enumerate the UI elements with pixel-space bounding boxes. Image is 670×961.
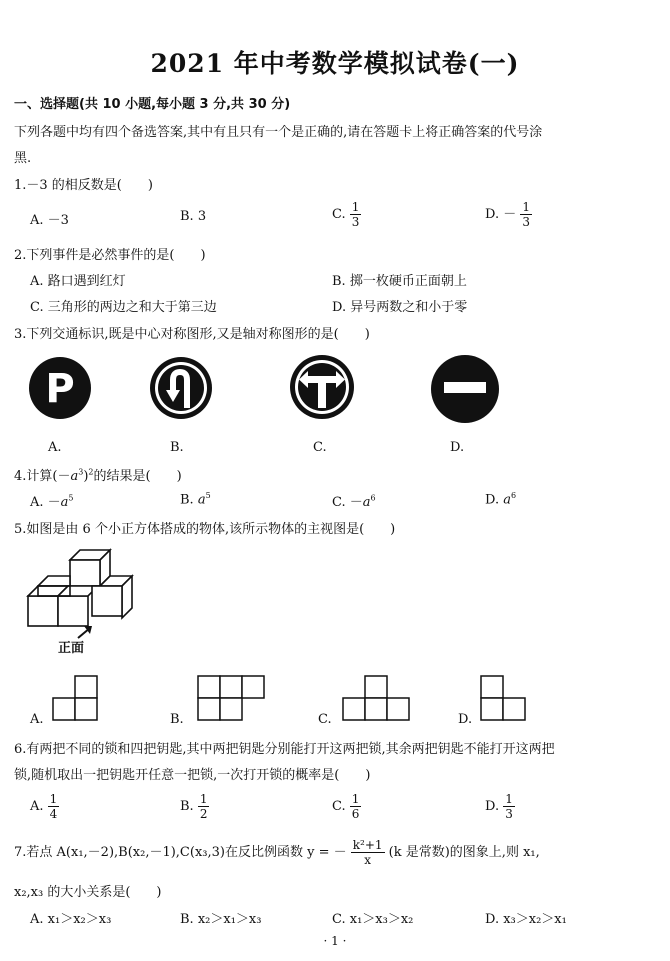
q2-option-d: D. 异号两数之和小于零 [332,300,468,315]
instructions-line-2: 黑. [14,151,32,166]
q4-option-d [485,491,516,507]
q4-option-c [332,491,376,510]
q7-stem-prefix: 7.若点 A(x₁,－2),B(x₂,－1),C(x₃,3)在反比例函数 y = － [14,845,347,860]
q1-option-c [332,200,361,229]
q1-option-c-label: C. [332,207,346,222]
q3-option-a: A. [48,440,62,455]
fraction-denominator: 2 [199,807,208,821]
q6-stem-line-1: 6.有两把不同的锁和四把钥匙,其中两把钥匙分别能打开这两把锁,其余两把钥匙不能打开这两把 [14,742,555,757]
q2-option-c: C. 三角形的两边之和大于第三边 [30,300,217,315]
q1-option-d [485,200,532,229]
q1-option-d-fraction [520,200,532,229]
q4-exponent-outer: 2 [88,467,94,477]
q4-variable: a [70,469,79,484]
q5-option-c-view [340,674,412,722]
q1-option-c-fraction [350,200,362,229]
u-turn-sign-icon [149,356,213,420]
q4-exponent-inner: 3 [78,467,84,477]
option-label: D. [485,492,504,508]
q1-option-d-label: D. － [485,207,517,222]
q4-option-b [180,491,211,507]
fraction-numerator: k²+1 [352,838,383,852]
q6-stem-line-2: 锁,随机取出一把钥匙开任意一把锁,一次打开锁的概率是( ) [14,768,371,783]
q2-stem: 2.下列事件是必然事件的是( ) [14,248,206,263]
fraction-numerator: 1 [351,200,360,214]
option-variable: a [197,492,206,508]
q4-option-a [30,491,74,510]
sign-letter: P [45,366,75,412]
q7-option-a: A. x₁＞x₂＞x₃ [30,912,112,927]
left-right-turn-sign-icon [289,354,355,420]
q3-stem: 3.下列交通标识,既是中心对称图形,又是轴对称图形的是( ) [14,327,370,342]
q4-stem [14,465,182,484]
option-label: D. [485,799,500,814]
front-view-label: 正面 [58,641,85,656]
fraction-numerator: 1 [505,792,513,806]
q7-stem-line-2: x₂,x₃ 的大小关系是( ) [14,885,162,900]
option-label: B. [180,492,198,508]
fraction-numerator: 1 [522,200,531,214]
fraction-denominator: x [364,853,372,867]
q5-option-b-view [195,674,267,722]
q3-option-c: C. [313,440,327,455]
q5-option-c: C. [318,712,332,727]
q5-option-d-view [478,674,528,722]
q7-function-fraction [351,838,385,867]
q7-option-c: C. x₁＞x₃＞x₂ [332,912,414,927]
fraction-denominator: 4 [49,807,58,821]
option-label: C. [332,799,346,814]
no-entry-sign-icon [430,354,500,424]
fraction-denominator: 3 [351,215,360,229]
section-heading: 一、选择题(共 10 小题,每小题 3 分,共 30 分) [14,97,291,112]
q6-option-a [30,792,59,821]
q4-stem-prefix: 4.计算(－ [14,469,71,484]
option-label: A. [30,799,44,814]
q2-option-b: B. 掷一枚硬币正面朝上 [332,274,467,289]
q6-option-a-fraction [48,792,60,821]
q5-stem: 5.如图是由 6 个小正方体搭成的物体,该所示物体的主视图是( ) [14,522,396,537]
parking-sign-icon [28,356,92,420]
q1-stem: 1.－3 的相反数是( ) [14,178,153,193]
q6-option-d [485,792,515,821]
q2-option-a: A. 路口遇到红灯 [30,274,126,289]
q1-option-b: B. 3 [180,209,207,224]
cube-stack-figure [24,546,154,658]
fraction-numerator: 1 [199,792,208,806]
option-label: A. － [30,495,61,510]
option-label: C. － [332,495,363,510]
q6-option-b-fraction [198,792,210,821]
fraction-numerator: 1 [49,792,58,806]
q3-option-d: D. [450,440,465,455]
q5-option-d: D. [458,712,473,727]
page-title: 2021 年中考数学模拟试卷(一) [150,49,520,78]
q7-stem-line-1 [14,838,540,867]
option-exponent: 5 [205,491,211,500]
fraction-denominator: 3 [522,215,531,229]
fraction-denominator: 6 [351,807,360,821]
q1-option-a: A. －3 [30,213,69,228]
option-label: B. [180,799,194,814]
fraction-numerator: 1 [351,792,360,806]
q5-option-b: B. [170,712,184,727]
option-variable: a [503,492,511,508]
option-exponent: 6 [511,491,517,500]
q5-option-a: A. [30,712,44,727]
option-exponent: 6 [370,493,376,503]
q7-option-b: B. x₂＞x₁＞x₃ [180,912,262,927]
q3-option-b: B. [170,440,184,455]
q4-stem-paren: ) [83,469,89,484]
q6-option-d-fraction [503,792,515,821]
q6-option-c [332,792,361,821]
q6-option-b [180,792,209,821]
option-variable: a [362,495,371,510]
q6-option-c-fraction [350,792,362,821]
instructions-line-1: 下列各题中均有四个备选答案,其中有且只有一个是正确的,请在答题卡上将正确答案的代号涂 [14,125,543,140]
page-number: · 1 · [323,934,347,948]
option-variable: a [60,495,69,510]
fraction-denominator: 3 [505,807,513,821]
q5-option-a-view [50,674,100,722]
option-exponent: 5 [68,493,74,503]
q7-stem-suffix: (k 是常数)的图象上,则 x₁, [388,845,540,860]
q7-option-d: D. x₃＞x₂＞x₁ [485,912,567,927]
q4-stem-suffix: 的结果是( ) [93,469,182,484]
